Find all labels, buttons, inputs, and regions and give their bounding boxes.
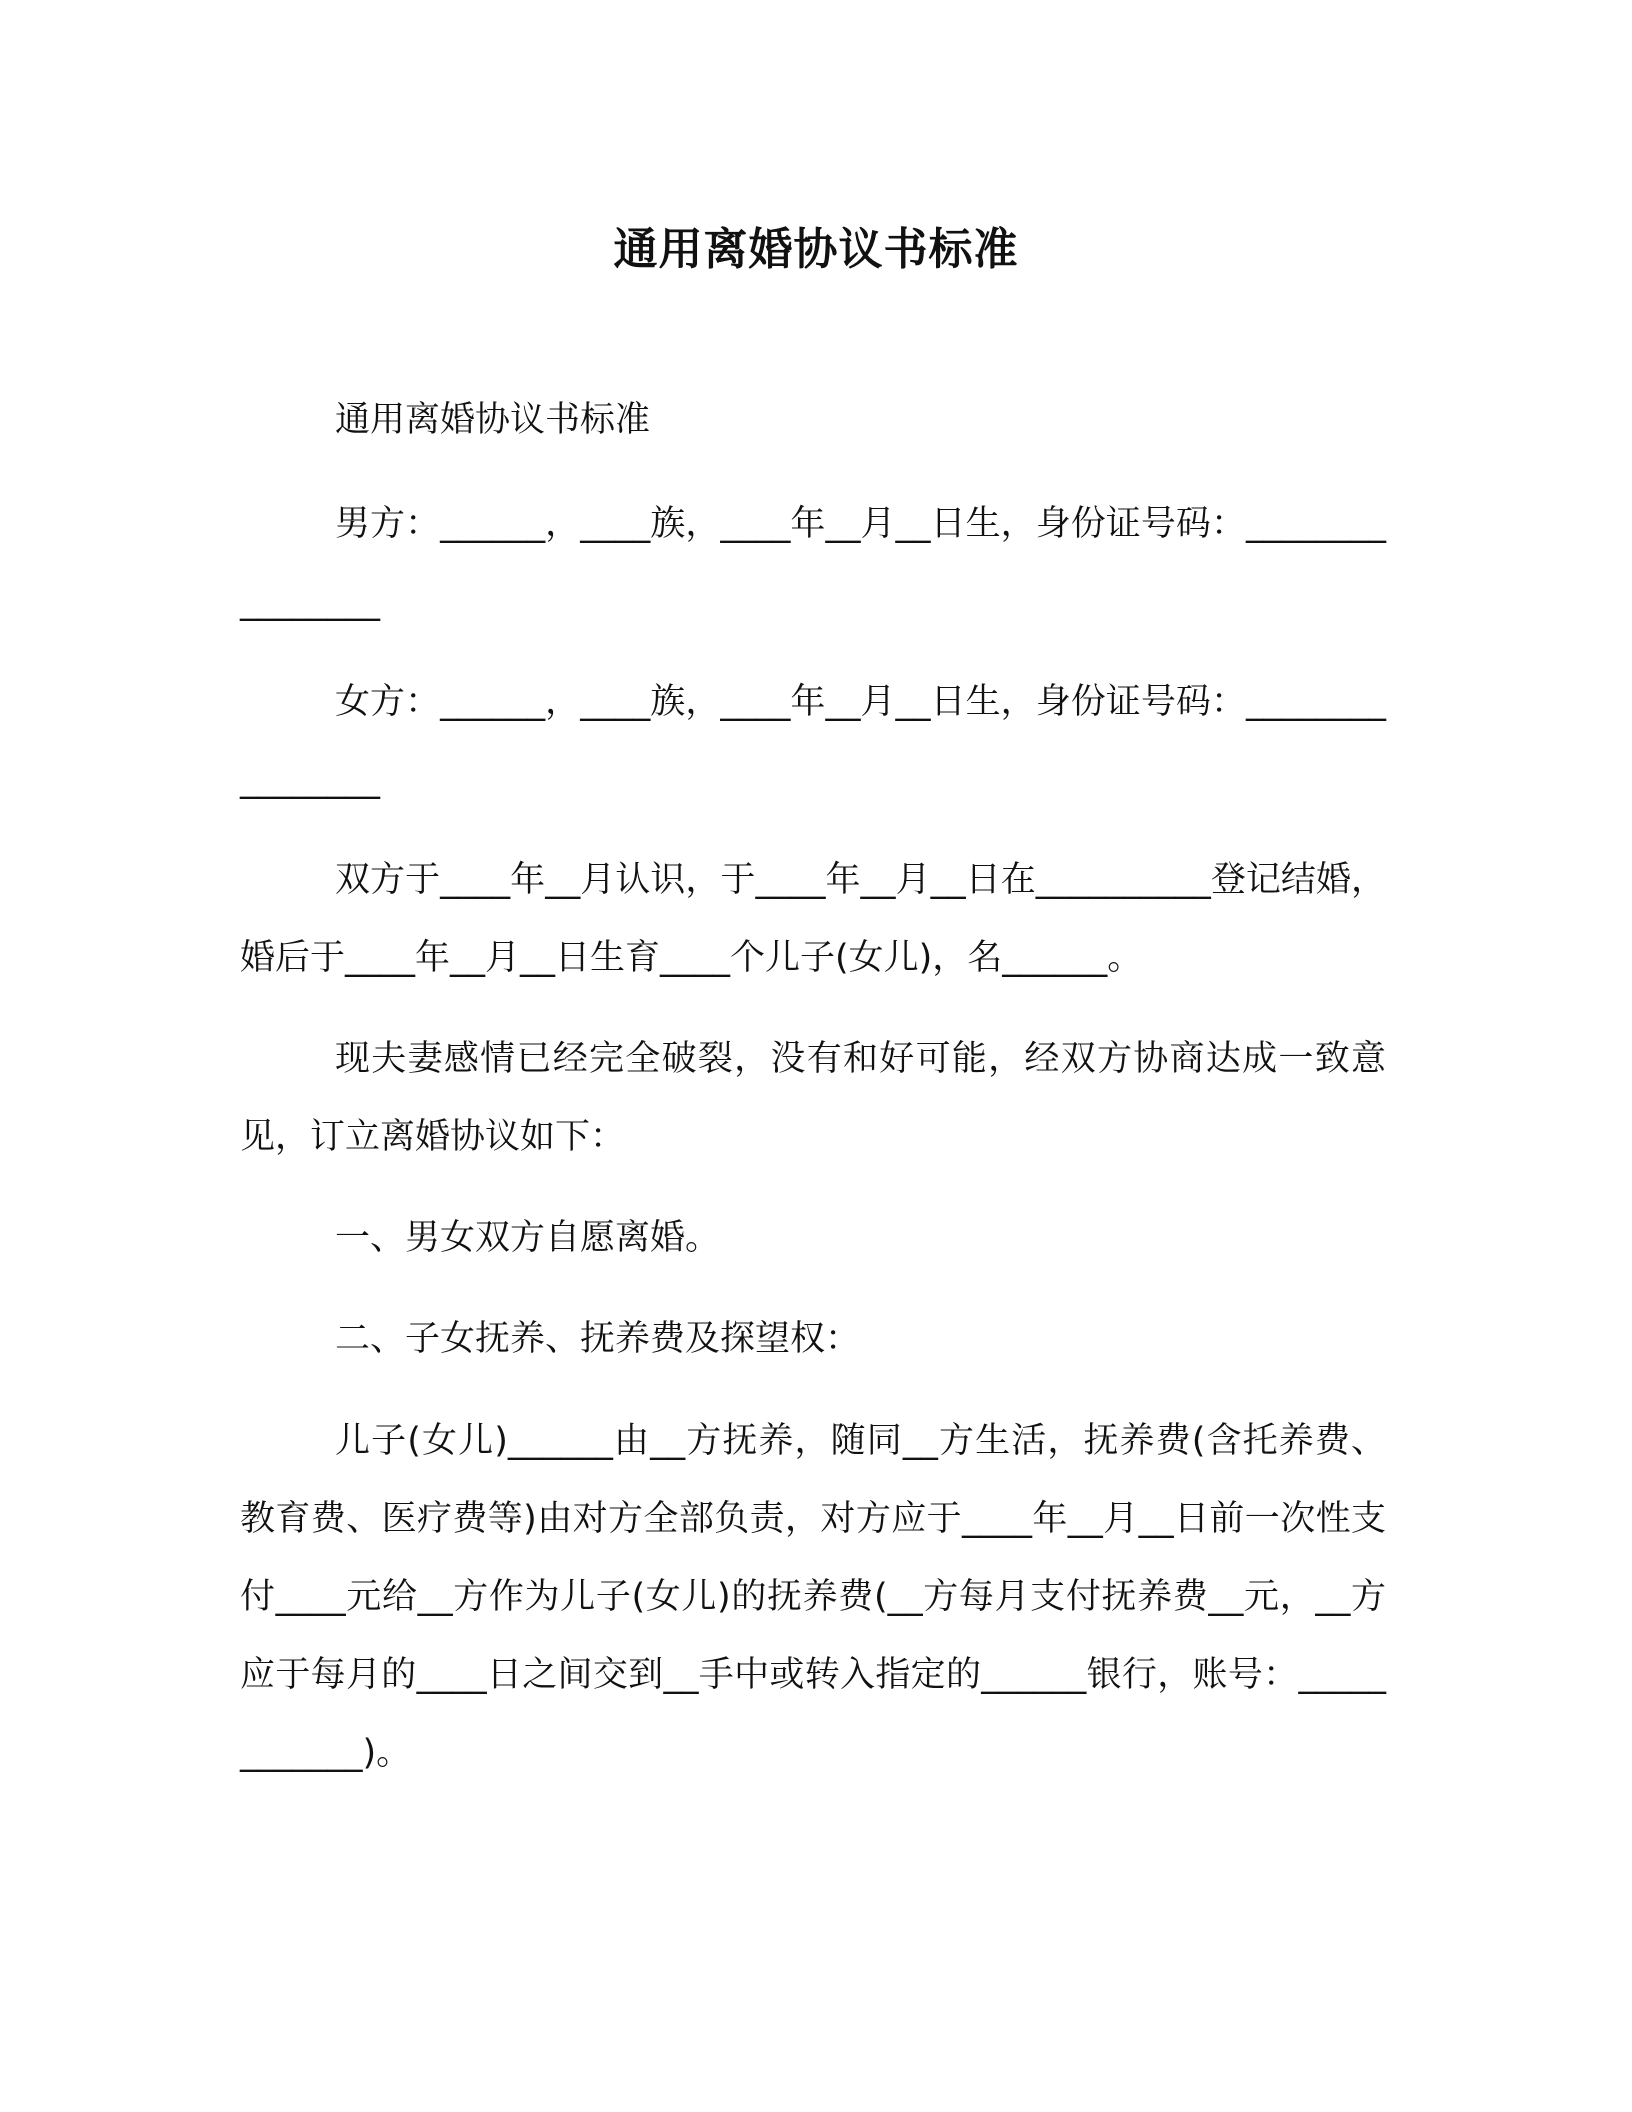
paragraph-marriage-info: 双方于____年__月认识，于____年__月__日在__________登记结婚，婚后于____年__月__日生育____个儿子(女儿)，名______。	[240, 860, 1386, 978]
document-title: 通用离婚协议书标准	[613, 224, 1019, 275]
paragraph-subtitle: 通用离婚协议书标准	[335, 400, 651, 440]
paragraph-clause-1: 一、男女双方自愿离婚。	[335, 1218, 721, 1258]
paragraph-child-support: 儿子(女儿)______由__方抚养，随同__方生活，抚养费(含托养费、教育费、医疗费等)由对方全部负责，对方应于____年__月__日前一次性支付____元给__方作为儿子(女儿)的抚养费(__方每月支付抚养费__元，__方应于每月的____日之间交到__手中或转入指定的______银行，账号：____________)。	[240, 1421, 1386, 1773]
paragraph-female-party: 女方：______，____族，____年__月__日生，身份证号码：________________	[240, 682, 1386, 800]
paragraph-clause-2: 二、子女抚养、抚养费及探望权：	[335, 1319, 861, 1359]
paragraph-agreement-intro: 现夫妻感情已经完全破裂，没有和好可能，经双方协商达成一致意见，订立离婚协议如下：	[240, 1039, 1386, 1157]
paragraph-male-party: 男方：______，____族，____年__月__日生，身份证号码：________________	[240, 504, 1386, 622]
